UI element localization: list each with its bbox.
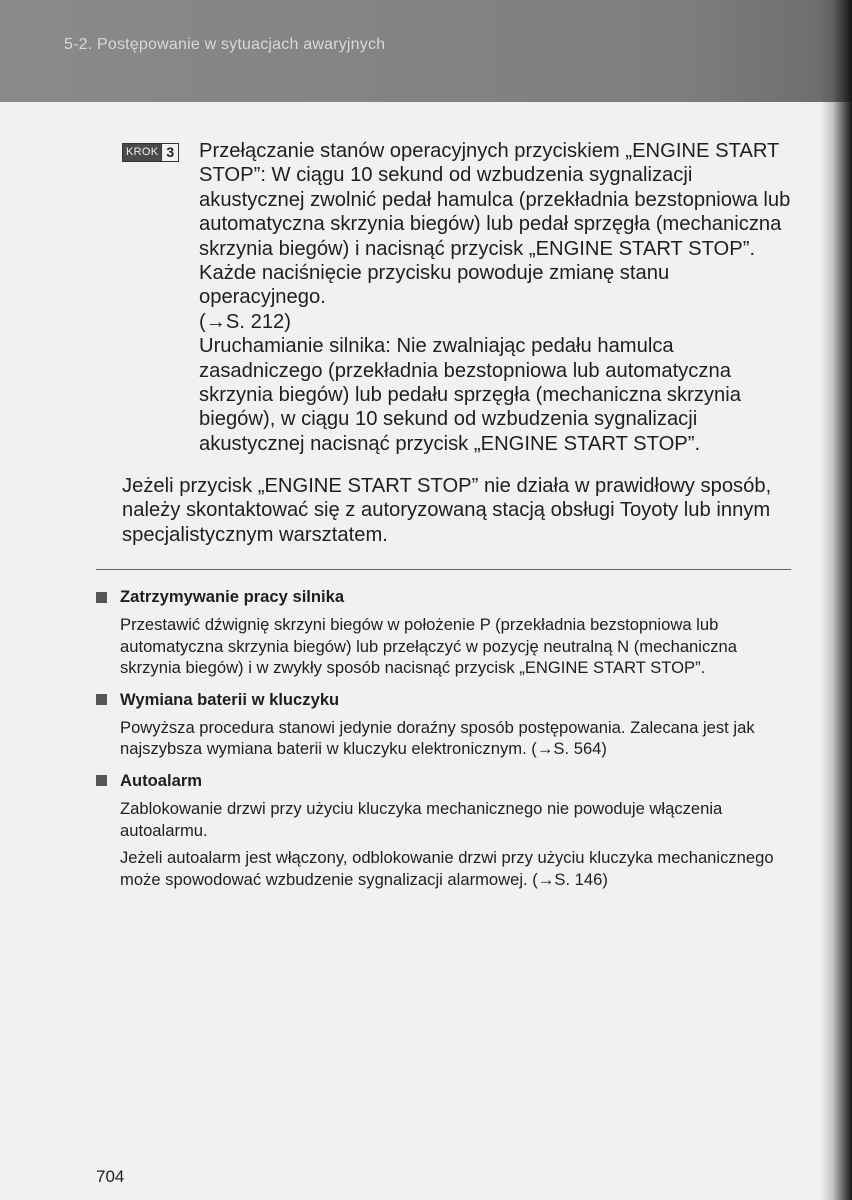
section-heading (96, 586, 796, 608)
section-title: Autoalarm (120, 770, 203, 790)
section-heading (96, 770, 796, 792)
step-paragraph-starting: Uruchamianie silnika: Nie zwalniając pedału hamulca zasadniczego (przekładnia bezstopniowa lub automatyczna skrzynia biegów) lub pedału sprzęgła (mechaniczna skrzynia biegów), w ciągu 10 sekund od wzbudzenia sygnalizacji akustycznej nacisnąć przycisk „ENGINE START STOP”. (199, 335, 741, 455)
book-spine-shadow (820, 0, 852, 1200)
section-body (120, 614, 796, 679)
page-number: 704 (96, 1167, 125, 1186)
step-block (122, 139, 794, 456)
section-alarm (96, 770, 796, 890)
section-heading (96, 689, 796, 711)
bullet-square-icon (96, 694, 107, 705)
step-paragraph-switching: Przełączanie stanów operacyjnych przyciskiem „ENGINE START STOP”: W ciągu 10 sekund od wzbudzenia sygnalizacji akustycznej zwolnić pedał hamulca (przekładnia bezstopniowa lub automatyczna skrzynia biegów) lub pedał sprzęgła (mechaniczna skrzynia biegów) i nacisnąć przycisk „ENGINE START STOP”. Każde naciśnięcie przycisku powoduje zmianę stanu operacyjnego. (199, 140, 791, 309)
section-divider (96, 569, 791, 570)
bullet-square-icon (96, 775, 107, 786)
step-page-reference: (→S. 212) (199, 310, 291, 333)
section-title: Wymiana baterii w kluczyku (120, 689, 340, 709)
malfunction-note: Jeżeli przycisk „ENGINE START STOP” nie działa w prawidłowy sposób, należy skontaktować się z autoryzowaną stacją obsługi Toyoty lub innym specjalistycznym warsztatem. (122, 475, 772, 546)
section-key-battery (96, 689, 796, 760)
section-body (120, 717, 796, 760)
section-paragraph: Powyższa procedura stanowi jedynie doraźny sposób postępowania. Zalecana jest jak najszybsza wymiana baterii w kluczyku elektronicznym. (→S. 564) (120, 717, 755, 759)
step-body (199, 139, 794, 456)
bullet-square-icon (96, 592, 107, 603)
section-header-title: 5-2. Postępowanie w sytuacjach awaryjnych (64, 36, 386, 53)
section-paragraph: Zablokowanie drzwi przy użyciu kluczyka mechanicznego nie powoduje włączenia autoalarmu. (120, 798, 723, 840)
section-title: Zatrzymywanie pracy silnika (120, 587, 345, 606)
section-paragraph: Przestawić dźwignię skrzyni biegów w położenie P (przekładnia bezstopniowa lub automatyczna skrzynia biegów) lub przełączyć w pozycję neutralną N (mechaniczna skrzynia biegów) i w zwykły sposób nacisnąć przycisk „ENGINE START STOP”. (120, 615, 738, 678)
section-paragraph: Jeżeli autoalarm jest włączony, odblokowanie drzwi przy użyciu kluczyka mechanicznego może spowodować wzbudzenie sygnalizacji alarmowej. (→S. 146) (120, 848, 774, 889)
info-sections (96, 586, 796, 900)
step-badge-word: KROK (123, 144, 161, 161)
section-engine-stop (96, 586, 796, 679)
page-header (0, 0, 852, 102)
step-badge-number: 3 (161, 144, 178, 161)
section-body (120, 798, 796, 890)
step-badge (122, 143, 179, 162)
